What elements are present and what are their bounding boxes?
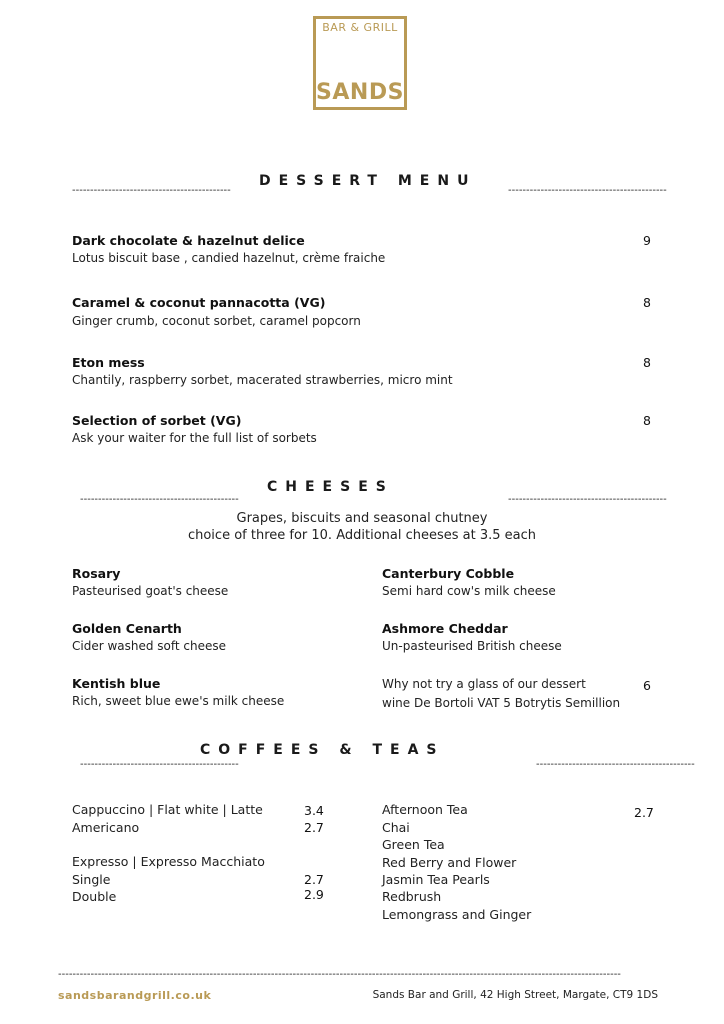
coffee-price: 3.4 <box>304 803 324 818</box>
divider-right: -------------------------------------------- <box>536 759 695 770</box>
cheese-desc: Un-pasteurised British cheese <box>382 639 562 653</box>
coffee-label: Expresso | Expresso Macchiato <box>72 854 265 869</box>
logo-top-text: BAR & GRILL <box>322 21 398 34</box>
coffee-label: Single <box>72 872 111 887</box>
logo <box>313 16 407 110</box>
tea-item: Chai <box>382 820 410 835</box>
website-link[interactable]: sandsbarandgrill.co.uk <box>58 989 212 1002</box>
tea-item: Green Tea <box>382 837 445 852</box>
cheese-desc: Semi hard cow's milk cheese <box>382 584 556 598</box>
dessert-item-desc: Ginger crumb, coconut sorbet, caramel popcorn <box>72 314 361 328</box>
logo-main-text: SANDS <box>316 80 404 105</box>
coffee-price: 2.7 <box>304 820 324 835</box>
dessert-wine-line1: Why not try a glass of our dessert <box>382 677 586 691</box>
divider-left: -------------------------------------------- <box>72 185 231 196</box>
dessert-item-price: 8 <box>643 355 651 370</box>
dessert-item-name: Eton mess <box>72 355 145 370</box>
dessert-item-price: 8 <box>643 413 651 428</box>
dessert-item-price: 8 <box>643 295 651 310</box>
divider-right: -------------------------------------------- <box>508 185 667 196</box>
dessert-title: DESSERT MENU <box>259 173 477 189</box>
tea-price: 2.7 <box>634 805 654 820</box>
dessert-item-price: 9 <box>643 233 651 248</box>
cheese-name: Canterbury Cobble <box>382 566 515 581</box>
divider-left: -------------------------------------------- <box>80 494 239 505</box>
dessert-item-name: Dark chocolate & hazelnut delice <box>72 233 305 248</box>
divider-left: -------------------------------------------- <box>80 759 239 770</box>
tea-item: Afternoon Tea <box>382 802 468 817</box>
tea-item: Red Berry and Flower <box>382 855 517 870</box>
cheeses-intro-line1: Grapes, biscuits and seasonal chutney <box>236 511 488 526</box>
divider-right: -------------------------------------------- <box>508 494 667 505</box>
coffees-title: COFFEES & TEAS <box>200 742 445 758</box>
cheese-name: Golden Cenarth <box>72 621 182 636</box>
cheese-name: Ashmore Cheddar <box>382 621 508 636</box>
footer-divider: ------------------------------------------------------------------------------------------------------------------------------------------------------------ <box>58 969 621 980</box>
cheese-desc: Pasteurised goat's cheese <box>72 584 229 598</box>
dessert-item-desc: Ask your waiter for the full list of sorbets <box>72 431 317 445</box>
tea-item: Redbrush <box>382 889 442 904</box>
cheeses-intro-line2: choice of three for 10. Additional cheeses at 3.5 each <box>187 528 537 543</box>
dessert-item-name: Selection of sorbet (VG) <box>72 413 242 428</box>
dessert-item-desc: Chantily, raspberry sorbet, macerated strawberries, micro mint <box>72 373 453 387</box>
coffee-label: Cappuccino | Flat white | Latte <box>72 802 263 817</box>
coffee-label: Americano <box>72 820 140 835</box>
dessert-item-name: Caramel & coconut pannacotta (VG) <box>72 295 326 310</box>
cheese-desc: Rich, sweet blue ewe's milk cheese <box>72 694 285 708</box>
dessert-wine-line2: wine De Bortoli VAT 5 Botrytis Semillion <box>382 696 621 710</box>
coffee-price: 2.7 <box>304 872 324 887</box>
cheese-name: Rosary <box>72 566 121 581</box>
footer-address: Sands Bar and Grill, 42 High Street, Margate, CT9 1DS <box>372 989 658 1001</box>
cheese-name: Kentish blue <box>72 676 161 691</box>
coffee-label: Double <box>72 889 117 904</box>
cheeses-title: CHEESES <box>267 479 394 495</box>
tea-item: Lemongrass and Ginger <box>382 907 532 922</box>
dessert-wine-price: 6 <box>643 678 651 693</box>
tea-item: Jasmin Tea Pearls <box>382 872 490 887</box>
dessert-item-desc: Lotus biscuit base , candied hazelnut, crème fraiche <box>72 251 386 265</box>
coffee-price: 2.9 <box>304 887 324 902</box>
cheese-desc: Cider washed soft cheese <box>72 639 227 653</box>
